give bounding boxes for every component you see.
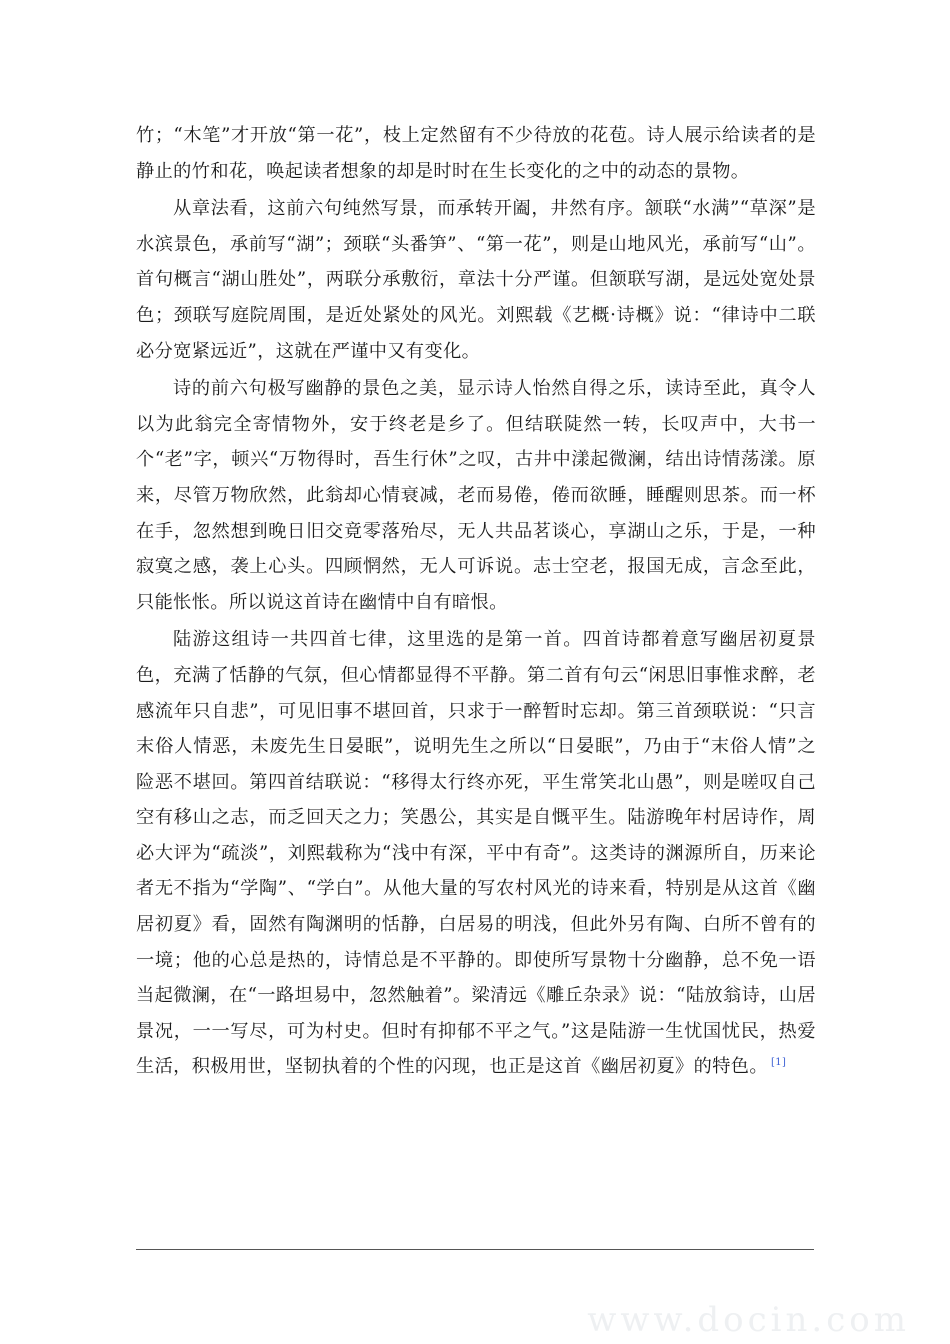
paragraph-4-text: 陆游这组诗一共四首七律，这里选的是第一首。四首诗都着意写幽居初夏景色，充满了恬静的气氛，但心情都显得不平静。第二首有句云“闲思旧事惟求醉，老感流年只自悲”，可见旧事不堪回首，只求于一醉暂时忘却。第三首颈联说：“只言末俗人情恶，未废先生日晏眠”，说明先生之所以“日晏眠”，乃由于“末俗人情”之险恶不堪回。第四首结联说：“移得太行终亦死，平生常笑北山愚”，则是嗟叹自己空有移山之志，而乏回天之力；笑愚公，其实是自慨平生。陆游晚年村居诗作，周必大评为“疏淡”，刘熙载称为“浅中有深，平中有奇”。这类诗的渊源所自，历来论者无不指为“学陶”、“学白”。从他大量的写农村风光的诗来看，特别是从这首《幽居初夏》看，固然有陶渊明的恬静，白居易的明浅，但此外另有陶、白所不曾有的一境；他的心总是热的，诗情总是不平静的。即使所写景物十分幽静，总不免一语当起微澜，在“一路坦易中，忽然触着”。梁清远《雕丘杂录》说：“陆放翁诗，山居景况，一一写尽，可为村史。但时有抑郁不平之气。”这是陆游一生忧国忧民，热爱生活，积极用世，坚韧执着的个性的闪现，也正是这首《幽居初夏》的特色。 (136, 629, 816, 1078)
paragraph-2 (136, 191, 816, 369)
footnote-reference-link[interactable]: [1] (770, 1057, 787, 1069)
paragraph-3 (136, 371, 816, 620)
paragraph-4 (136, 622, 816, 1085)
footer-divider (136, 1249, 814, 1250)
paragraph-3-text: 诗的前六句极写幽静的景色之美，显示诗人怡然自得之乐，读诗至此，真令人以为此翁完全寄情物外，安于终老是乡了。但结联陡然一转，长叹声中，大书一个“老”字，顿兴“万物得时，吾生行休”之叹，古井中漾起微澜，结出诗情荡漾。原来，尽管万物欣然，此翁却心情衰减，老而易倦，倦而欲睡，睡醒则思茶。而一杯在手，忽然想到晚日旧交竟零落殆尽，无人共品茗谈心，享湖山之乐，于是，一种寂寞之感，袭上心头。四顾惘然，无人可诉说。志士空老，报国无成，言念至此，只能怅怅。所以说这首诗在幽情中自有暗恨。 (136, 378, 816, 613)
document-body (136, 118, 816, 1087)
paragraph-1-text: 竹；“木笔”才开放“第一花”，枝上定然留有不少待放的花苞。诗人展示给读者的是静止的竹和花，唤起读者想象的却是时时在生长变化的之中的动态的景物。 (136, 125, 816, 182)
paragraph-1 (136, 118, 816, 189)
watermark: www.docin.com (587, 1300, 910, 1340)
paragraph-2-text: 从章法看，这前六句纯然写景，而承转开阖，井然有序。颔联“水满”“草深”是水滨景色，承前写“湖”；颈联“头番笋”、“第一花”，则是山地风光，承前写“山”。首句概言“湖山胜处”，两联分承敷衍，章法十分严谨。但颔联写湖，是远处宽处景色；颈联写庭院周围，是近处紧处的风光。刘熙载《艺概·诗概》说：“律诗中二联必分宽紧远近”，这就在严谨中又有变化。 (136, 198, 816, 362)
